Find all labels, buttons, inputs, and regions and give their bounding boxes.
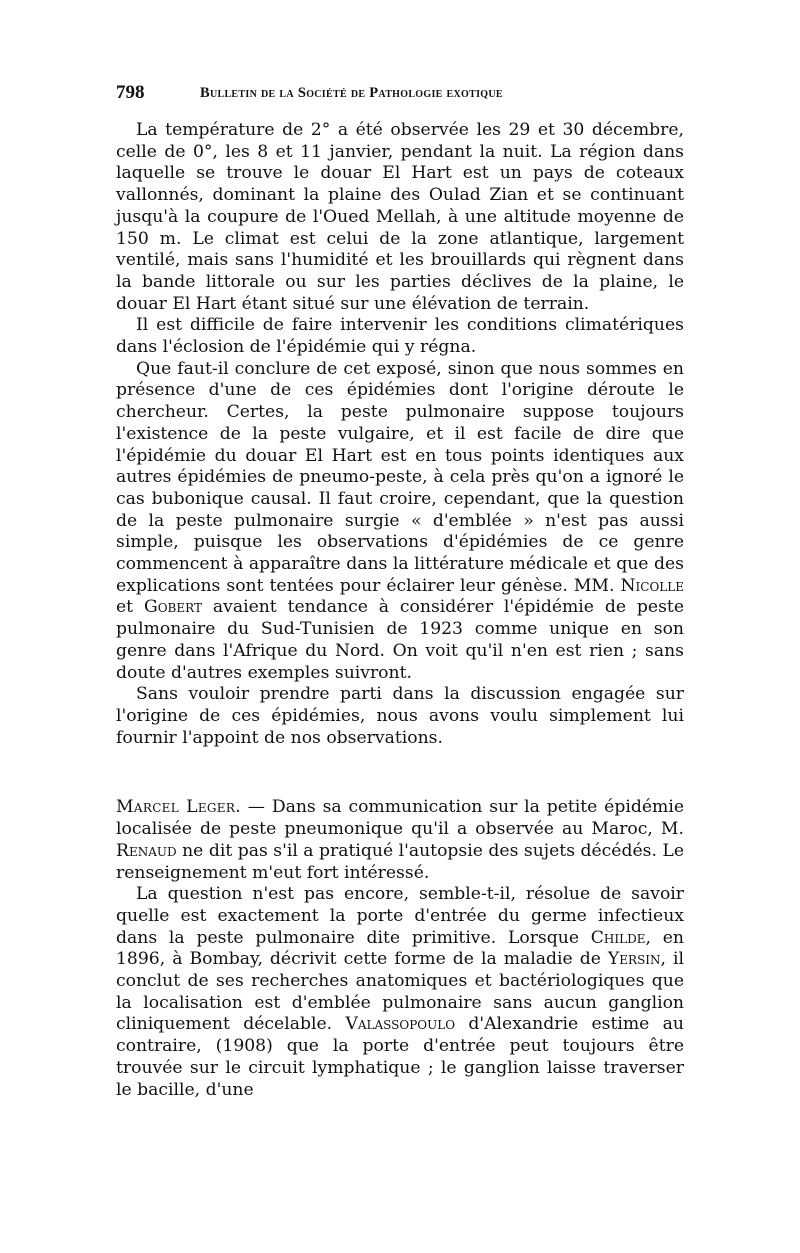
paragraph-text: — Dans sa communication sur la petite épidémie localisée de peste pneumonique qu'il a observée au Maroc, M. — [116, 797, 684, 840]
paragraph-text: La question n'est pas encore, semble-t-il, résolue de savoir quelle est exactement la porte d'entrée du germe infectieux dans la peste pulmonaire dite primitive. Lorsque — [116, 884, 684, 948]
paragraph-text: avaient tendance à considérer l'épidémie de peste pulmonaire du Sud-Tunisien de 1923 comme unique en son genre dans l'Afrique du Nord. On voit qu'il n'en est rien ; sans doute d'autres exemples suivront. — [116, 597, 684, 683]
paragraph-discussion — [116, 684, 684, 749]
author-name-childe: Childe — [590, 927, 646, 948]
author-name-gobert: Gobert — [143, 597, 202, 618]
running-title: Bulletin de la Société de Pathologie exotique — [200, 85, 503, 101]
paragraph-climate — [116, 315, 684, 358]
paragraph-text: d'Alexandrie estime au contraire, (1908) que la porte d'entrée peut toujours être trouvée sur le circuit lymphatique ; le ganglion laisse traverser le bacille, d'une — [116, 1014, 685, 1100]
paragraph-text: , en 1896, à Bombay, décrivit cette forme de la maladie de — [116, 927, 684, 970]
paragraph-text: ne dit pas s'il a pratiqué l'autopsie des sujets décédés. Le renseignement m'eut fort intéressé. — [116, 840, 684, 883]
paragraph-text: , il conclut de ses recherches anatomiques et bactériologiques que la localisation est d'emblée pulmonaire sans aucun ganglion cliniquement décelable. — [116, 949, 685, 1035]
paragraph-text: Il est difficile de faire intervenir les conditions climatériques dans l'éclosion de l'épidémie qui y régna. — [116, 315, 684, 358]
paragraph-text: Que faut-il conclure de cet exposé, sinon que nous sommes en présence d'une de ces épidémies dont l'origine déroute le chercheur. Certes, la peste pulmonaire suppose toujours l'existence de la peste vulgaire, et il est facile de dire que l'épidémie du douar El Hart est en tous points identiques aux autres épidémies de pneumo-peste, à cela près qu'on a ignoré le cas bubonique causal. Il faut croire, cependant, que la question de la peste pulmonaire surgie « d'emblée » n'est pas aussi simple, puisque les observations d'épidémies de ce genre commencent à apparaître dans la littérature médicale et que des explications sont tentées pour éclairer leur génèse. MM. — [116, 358, 684, 596]
paragraph-temperature — [116, 120, 684, 315]
paragraph-text: La température de 2° a été observée les 29 et 30 décembre, celle de 0°, les 8 et 11 janvier, pendant la nuit. La région dans laquelle se trouve le douar El Hart est un pays de coteaux vallonnés, dominant la plaine des Oulad Zian et se continuant jusqu'à la coupure de l'Oued Mellah, à une altitude moyenne de 150 m. Le climat est celui de la zone atlantique, largement ventilé, mais sans l'humidité et les brouillards qui règnent dans la bande littorale ou sur les parties déclives de la plaine, le douar El Hart étant situé sur une élévation de terrain. — [116, 120, 684, 314]
author-name-nicolle: Nicolle — [620, 575, 684, 596]
author-name-valassopoulo: Valassopoulo — [345, 1014, 456, 1035]
body-text — [116, 120, 684, 1101]
paragraph-porte-entree — [116, 884, 684, 1101]
paragraph-text: Sans vouloir prendre parti dans la discussion engagée sur l'origine de ces épidémies, nous avons voulu simplement lui fournir l'appoint de nos observations. — [116, 684, 684, 748]
paragraph-text: et — [116, 597, 144, 618]
page-header — [116, 82, 690, 108]
author-name-yersin: Yersin — [607, 949, 661, 970]
paragraph-conclusion — [116, 359, 684, 685]
page-number: 798 — [116, 82, 145, 103]
author-name-renaud: Renaud — [116, 840, 177, 861]
commentator-name: Marcel Leger. — [116, 797, 241, 818]
paragraph-leger-comment — [116, 797, 684, 884]
